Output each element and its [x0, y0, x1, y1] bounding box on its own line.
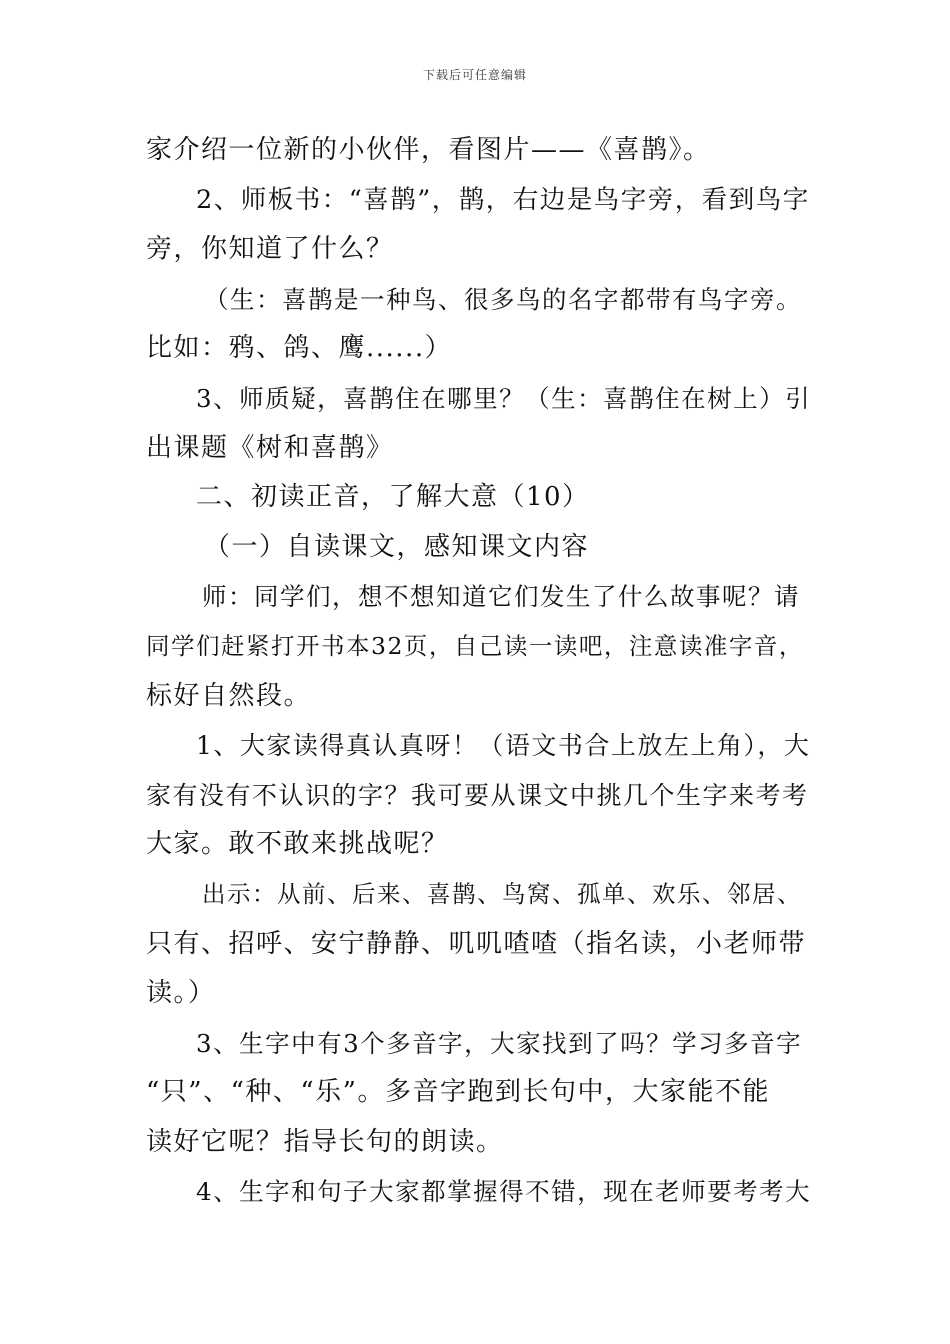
text-line: 4、生字和句子大家都掌握得不错，现在老师要考考大	[196, 1177, 812, 1207]
text-line: “只”、“种、“乐”。多音字跑到长句中，大家能不能	[146, 1077, 770, 1108]
text-line: 3、生字中有3个多音字，大家找到了吗？学习多音字	[196, 1028, 803, 1058]
text-line: 大家。敢不敢来挑战呢？	[146, 829, 449, 860]
text-line: 二、初读正音，了解大意（10）	[196, 482, 590, 513]
text-line: 出课题《树和喜鹊》	[146, 432, 394, 463]
text-line: 比如：鸦、鸽、鹰......）	[146, 333, 453, 364]
text-line: 出示：从前、后来、喜鹊、鸟窝、孤单、欢乐、邻居、	[202, 879, 802, 908]
text-line: 读好它呢？指导长句的朗读。	[146, 1126, 504, 1157]
text-line: 只有、招呼、安宁静静、叽叽喳喳（指名读，小老师带	[146, 928, 807, 959]
text-line: 读。）	[146, 978, 216, 1009]
text-line: 2、师板书：“喜鹊”，鹊，右边是鸟字旁，看到鸟字	[196, 184, 810, 215]
text-line: 1、大家读得真认真呀！（语文书合上放左上角），大	[196, 731, 811, 761]
document-body	[146, 126, 811, 1217]
text-line: 家介绍一位新的小伙伴，看图片——《喜鹊》。	[146, 135, 711, 165]
text-line: 师：同学们，想不想知道它们发生了什么故事呢？请	[202, 582, 800, 612]
text-line: 同学们赶紧打开书本32页，自己读一读吧，注意读准字音，	[146, 631, 804, 660]
text-line: 标好自然段。	[146, 680, 312, 711]
text-line: 旁，你知道了什么？	[146, 234, 394, 265]
text-line: （一）自读课文，感知课文内容	[204, 531, 590, 562]
text-line: （生：喜鹊是一种鸟、很多鸟的名字都带有鸟字旁。	[204, 284, 802, 314]
text-line: 3、师质疑，喜鹊住在哪里？（生：喜鹊住在树上）引	[196, 383, 812, 413]
text-line: 家有没有不认识的字？我可要从课文中挑几个生字来考考	[146, 780, 809, 810]
page-header: 下载后可任意编辑	[422, 68, 527, 82]
